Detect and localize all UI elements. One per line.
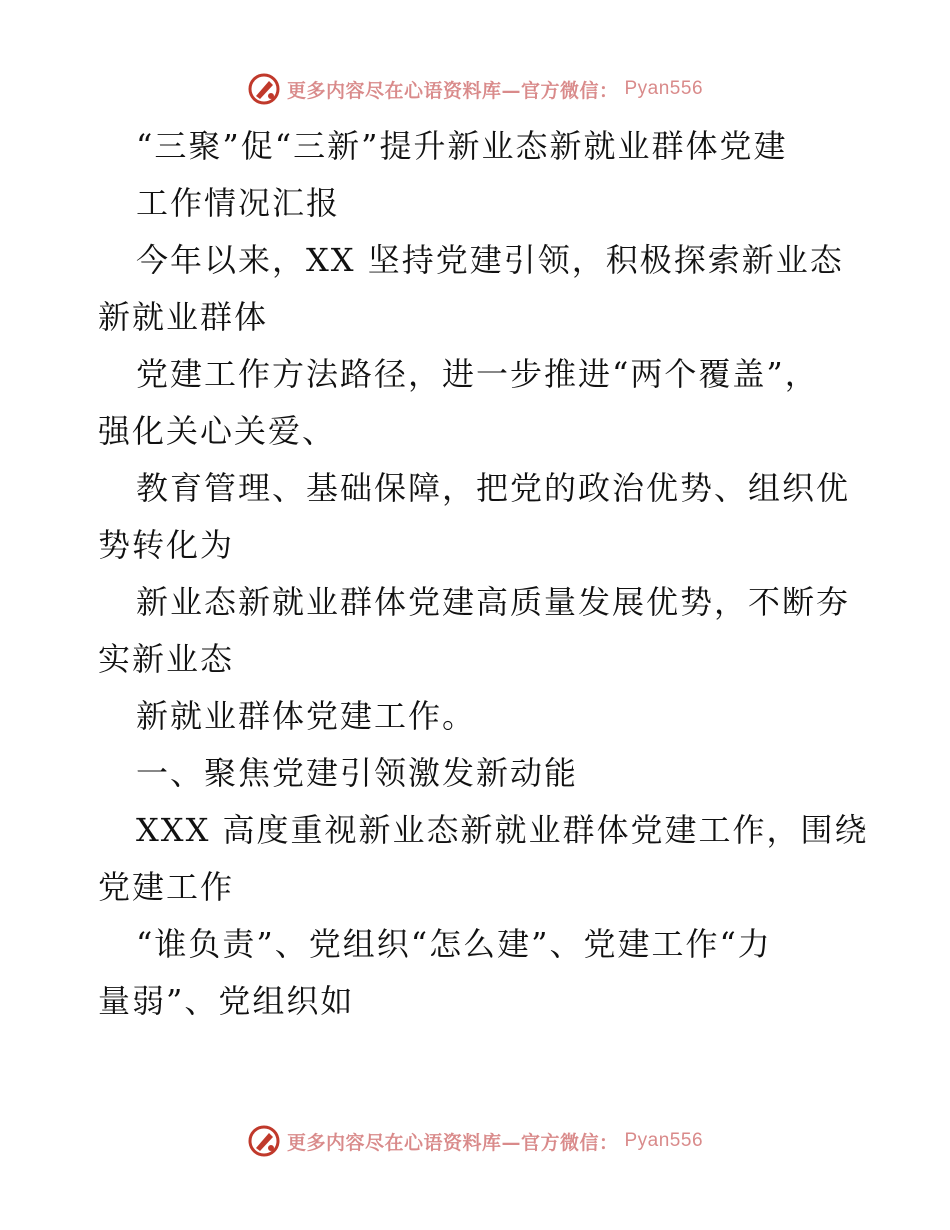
text-line: 强化关心关爱、 (98, 412, 337, 450)
text-line: 教育管理、基础保障，把党的政治优势、组织优 (136, 469, 851, 507)
text-line: 势转化为 (98, 526, 235, 564)
section-heading: 一、聚焦党建引领激发新动能 (136, 754, 579, 792)
text-line: 新就业群体 (98, 298, 269, 336)
header-watermark (0, 72, 950, 106)
text-line: 今年以来，XX 坚持党建引领，积极探索新业态 (136, 241, 844, 279)
text-line: “谁负责”、党组织“怎么建”、党建工作“力 (136, 925, 772, 963)
text-line: 党建工作方法路径，进一步推进“两个覆盖”， (136, 355, 819, 393)
text-line: 量弱”、党组织如 (98, 982, 355, 1020)
watermark-wechat-id: Pyan556 (624, 1130, 704, 1151)
document-body (98, 118, 869, 1030)
footer-watermark (0, 1124, 950, 1158)
text-line: “三聚”促“三新”提升新业态新就业群体党建 (136, 127, 788, 165)
text-line: 新业态新就业群体党建高质量发展优势，不断夯 (136, 583, 851, 621)
text-line: 实新业态 (98, 640, 235, 678)
brand-logo-icon (247, 1124, 281, 1158)
watermark-text: 更多内容尽在心语资料库—官方微信： (286, 79, 619, 102)
brand-logo-icon (247, 72, 281, 106)
watermark-text: 更多内容尽在心语资料库—官方微信： (286, 1131, 619, 1154)
text-line: XXX 高度重视新业态新就业群体党建工作，围绕 (136, 811, 869, 849)
watermark-wechat-id: Pyan556 (624, 78, 704, 99)
text-line: 党建工作 (98, 868, 235, 906)
text-line: 工作情况汇报 (136, 184, 341, 222)
text-line: 新就业群体党建工作。 (136, 697, 477, 735)
